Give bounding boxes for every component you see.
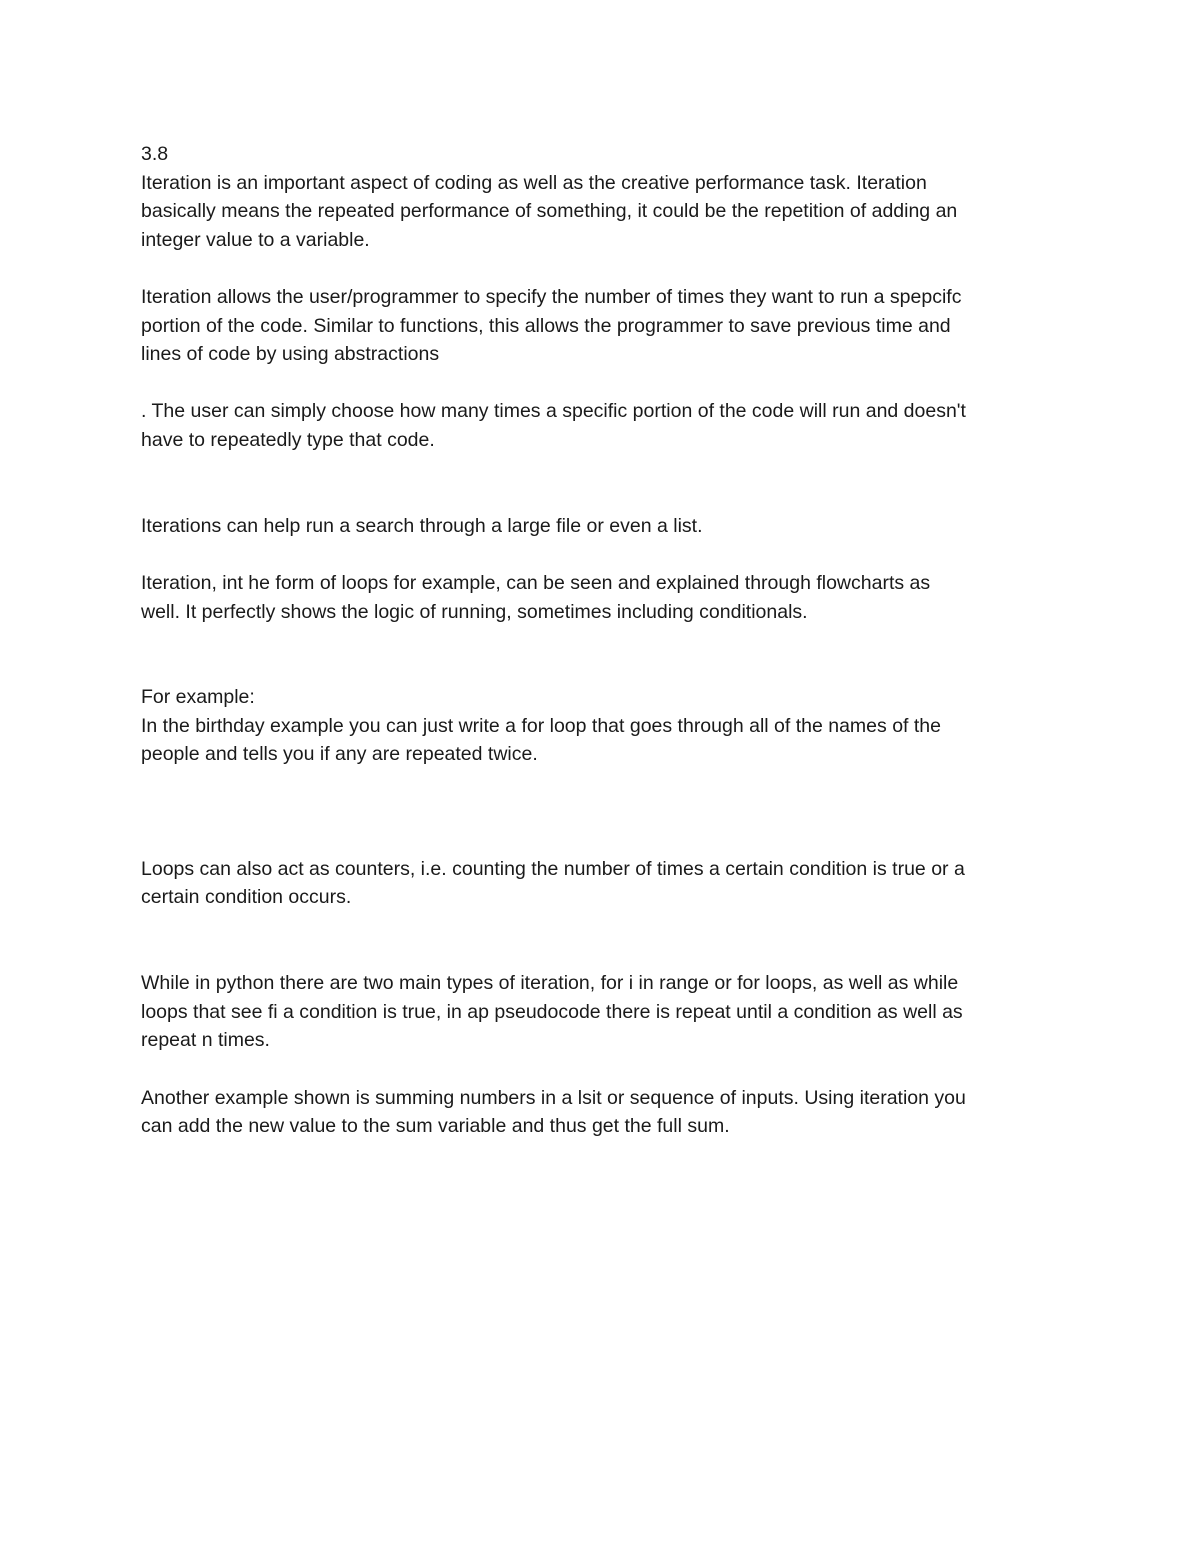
text-line: well. It perfectly shows the logic of running, sometimes including conditionals. — [141, 600, 808, 623]
section-number: 3.8 — [141, 143, 169, 165]
text-line: Loops can also act as counters, i.e. counting the number of times a certain condition is true or a — [141, 857, 965, 880]
text-line: For example: — [141, 686, 255, 709]
text-line: . The user can simply choose how many times a specific portion of the code will run and doesn't — [141, 400, 966, 423]
text-line: While in python there are two main types of iteration, for i in range or for loops, as well as while — [141, 972, 959, 995]
blank-line — [141, 941, 1066, 970]
document-body — [141, 140, 1066, 1141]
text-line: Iteration is an important aspect of coding as well as the creative performance task. Iteration — [141, 171, 927, 194]
text-line: lines of code by using abstractions — [141, 343, 440, 366]
text-line: loops that see fi a condition is true, in ap pseudocode there is repeat until a condition as well as — [141, 1000, 963, 1023]
blank-line — [141, 769, 1066, 798]
paragraph-search — [141, 512, 1066, 541]
blank-line — [141, 626, 1066, 655]
blank-line — [141, 912, 1066, 941]
text-line: people and tells you if any are repeated twice. — [141, 743, 538, 766]
blank-line — [141, 1055, 1066, 1084]
text-line: have to repeatedly type that code. — [141, 428, 435, 451]
blank-line — [141, 826, 1066, 855]
text-line: Iteration, int he form of loops for example, can be seen and explained through flowcharts as — [141, 571, 931, 594]
text-line: portion of the code. Similar to functions, this allows the programmer to save previous time and — [141, 314, 951, 337]
text-line: basically means the repeated performance of something, it could be the repetition of adding an — [141, 200, 958, 223]
paragraph-iteration-allows — [141, 283, 1066, 369]
paragraph-python-types — [141, 969, 1066, 1055]
paragraph-example — [141, 683, 1066, 769]
blank-line — [141, 540, 1066, 569]
text-line: Iterations can help run a search through a large file or even a list. — [141, 514, 703, 537]
paragraph-counters — [141, 855, 1066, 912]
paragraph-iteration-intro — [141, 169, 1066, 255]
text-line: Iteration allows the user/programmer to specify the number of times they want to run a spepcifc — [141, 285, 962, 308]
paragraph-flowcharts — [141, 569, 1066, 626]
blank-line — [141, 798, 1066, 827]
blank-line — [141, 369, 1066, 398]
text-line: integer value to a variable. — [141, 228, 370, 251]
blank-line — [141, 455, 1066, 484]
paragraph-summing — [141, 1084, 1066, 1141]
text-line: can add the new value to the sum variable and thus get the full sum. — [141, 1115, 730, 1138]
blank-line — [141, 483, 1066, 512]
paragraph-user-choose — [141, 397, 1066, 454]
blank-line — [141, 655, 1066, 684]
text-line: In the birthday example you can just write a for loop that goes through all of the names of the — [141, 714, 941, 737]
text-line: Another example shown is summing numbers in a lsit or sequence of inputs. Using iteration you — [141, 1086, 966, 1109]
blank-line — [141, 254, 1066, 283]
text-line: certain condition occurs. — [141, 886, 352, 909]
text-line: repeat n times. — [141, 1029, 270, 1052]
